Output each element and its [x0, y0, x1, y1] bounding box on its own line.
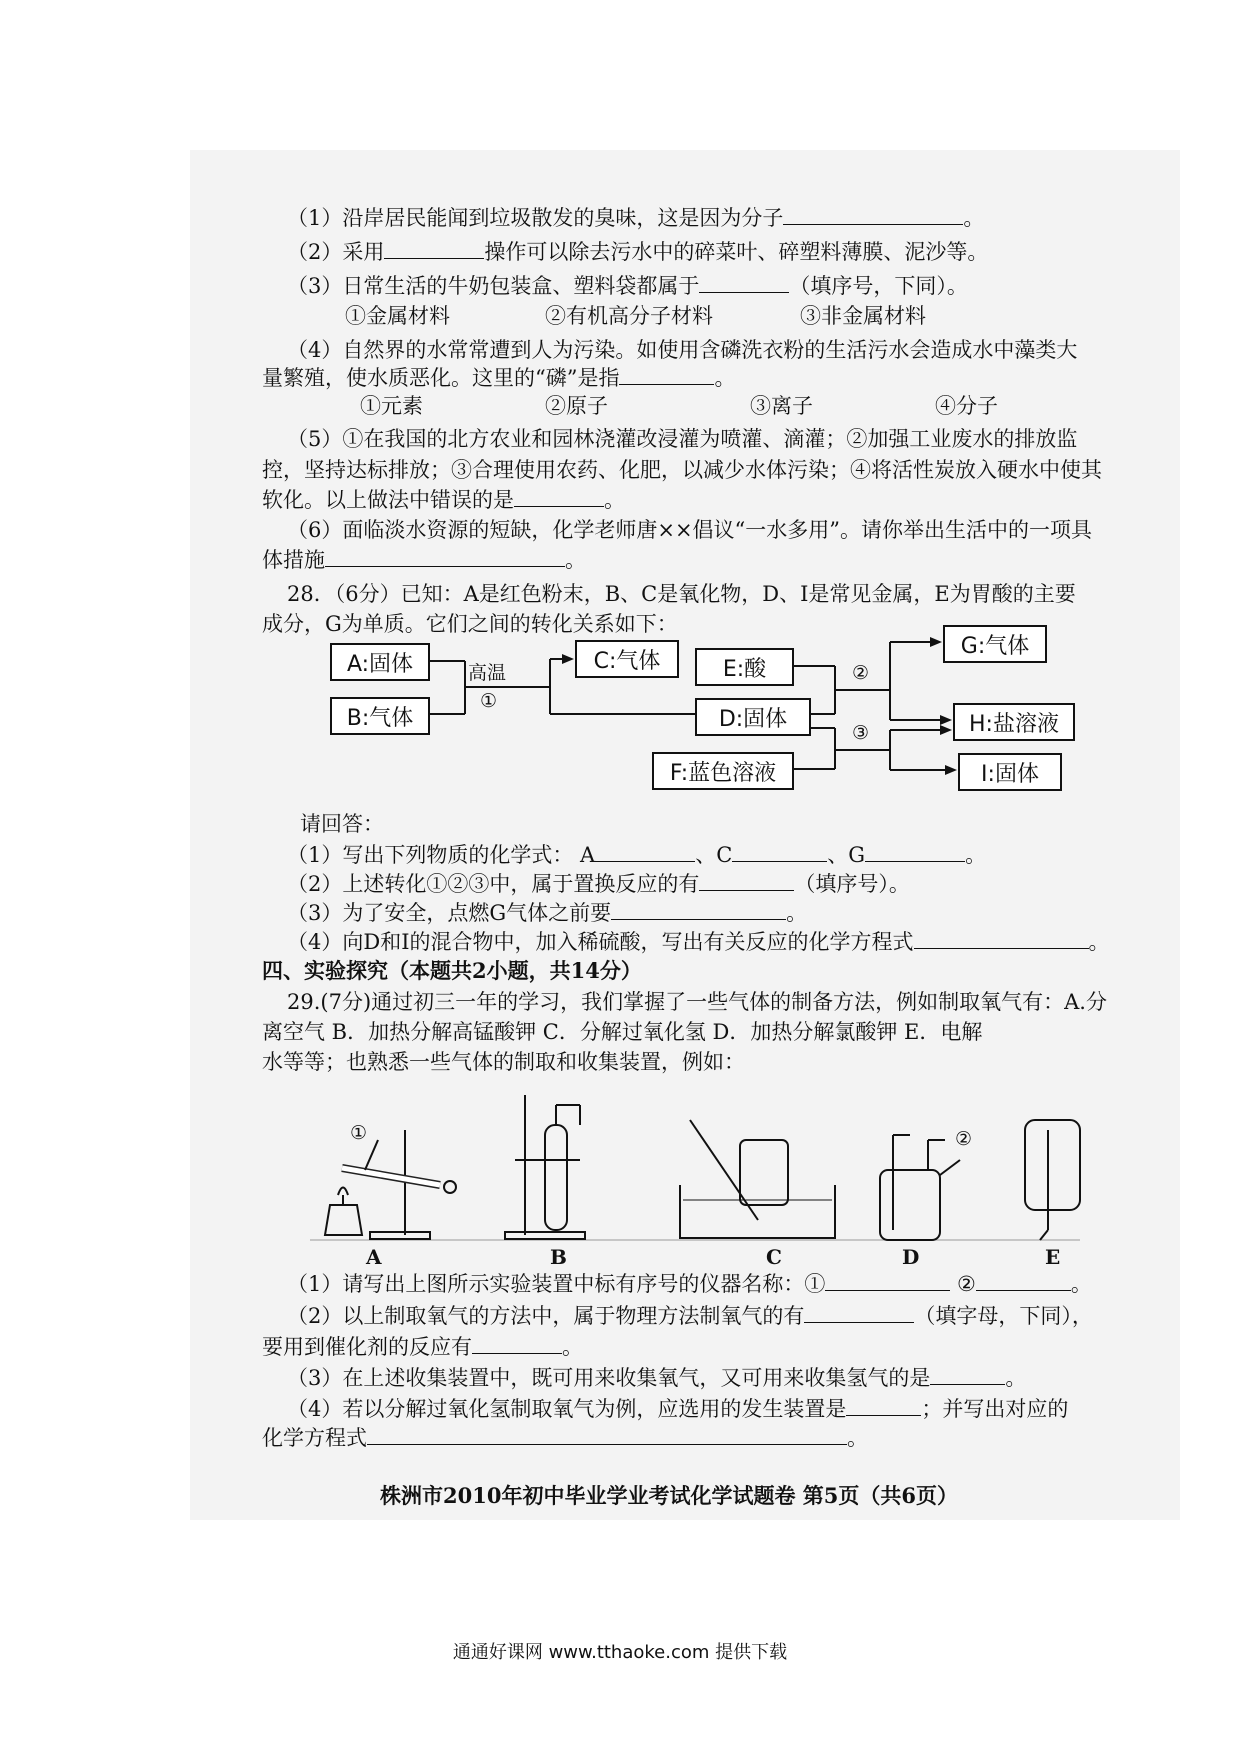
section-4-title: 四、实验探究（本题共2小题，共14分） [262, 958, 642, 983]
apparatus-label-c: C [766, 1245, 782, 1269]
q28-ask: 请回答： [300, 812, 384, 836]
q27-line6: （6）面临淡水资源的短缺，化学老师唐××倡议“一水多用”。请你举出生活中的一项具 [287, 518, 1093, 542]
apparatus-mark-1: ① [350, 1122, 368, 1144]
node-e: E:酸 [695, 648, 794, 686]
q29-answer2: （2）以上制取氧气的方法中，属于物理方法制氧气的有 （填字母，下同）， [287, 1304, 1093, 1328]
condition-3: ③ [852, 722, 870, 744]
q28-answer4: （4）向D和I的混合物中，加入稀硫酸，写出有关反应的化学方程式 。 [287, 930, 1110, 954]
q27-line3: （3）日常生活的牛奶包装盒、塑料袋都属于 （填序号，下同）。 [287, 274, 968, 298]
node-i: I:固体 [958, 753, 1062, 791]
node-g: G:气体 [943, 625, 1047, 663]
node-f: F:蓝色溶液 [652, 752, 794, 790]
node-h: H:盐溶液 [953, 703, 1075, 741]
node-a: A:固体 [330, 643, 430, 681]
q27-option1: ①金属材料 [345, 304, 450, 328]
q29-answer4: （4）若以分解过氧化氢制取氧气为例，应选用的发生装置是 ；并写出对应的 [287, 1397, 1069, 1421]
q27-line5: （5）①在我国的北方农业和园林浇灌改浸灌为喷灌、滴灌；②加强工业废水的排放监 [287, 427, 1078, 451]
node-d: D:固体 [695, 698, 811, 736]
apparatus-label-a: A [366, 1245, 382, 1269]
q27-line4b: 量繁殖，使水质恶化。这里的“磷”是指 。 [262, 366, 736, 390]
condition-1: ① [480, 690, 498, 712]
q27-choice1: ①元素 [360, 394, 423, 418]
q29-answer4b: 化学方程式 。 [262, 1426, 868, 1450]
q27-choice4: ④分子 [935, 394, 998, 418]
q29-line3: 水等等；也熟悉一些气体的制取和收集装置，例如： [262, 1050, 745, 1074]
q29-answer3: （3）在上述收集装置中，既可用来收集氧气，又可用来收集氢气的是 。 [287, 1366, 1027, 1390]
q28-answer1: （1）写出下列物质的化学式： A 、C 、G 。 [287, 843, 987, 867]
q27-line2: （2）采用 操作可以除去污水中的碎菜叶、碎塑料薄膜、泥沙等。 [287, 240, 989, 264]
q29-answer1: （1）请写出上图所示实验装置中标有序号的仪器名称：① ② 。 [287, 1272, 1092, 1296]
node-b: B:气体 [330, 697, 430, 735]
q28-line1: 28．（6分）已知：A是红色粉末，B、C是氧化物，D、I是常见金属，E为胃酸的主要 [287, 582, 1076, 606]
apparatus-label-d: D [902, 1245, 920, 1269]
apparatus [310, 1095, 1080, 1240]
q28-line2: 成分，G为单质。它们之间的转化关系如下： [262, 612, 678, 636]
q29-line2: 离空气 B．加热分解高锰酸钾 C．分解过氧化氢 D．加热分解氯酸钾 E．电解 [262, 1020, 983, 1044]
node-c: C:气体 [575, 640, 679, 678]
q27-line5c: 软化。以上做法中错误的是 。 [262, 488, 625, 512]
page-footer: 株洲市2010年初中毕业学业考试化学试题卷 第5页（共6页） [380, 1483, 958, 1508]
apparatus-label-e: E [1045, 1245, 1061, 1269]
condition-2: ② [852, 662, 870, 684]
q27-line6b: 体措施 。 [262, 548, 586, 572]
q29-answer2b: 要用到催化剂的反应有 。 [262, 1335, 583, 1359]
q27-option3: ③非金属材料 [800, 304, 926, 328]
download-credit: 通通好课网 www.tthaoke.com 提供下载 [452, 1642, 788, 1663]
condition-high-temp: 高温 [468, 662, 507, 684]
q27-line4: （4）自然界的水常常遭到人为污染。如使用含磷洗衣粉的生活污水会造成水中藻类大 [287, 338, 1078, 362]
q27-line5b: 控，坚持达标排放；③合理使用农药、化肥，以减少水体污染；④将活性炭放入硬水中使其 [262, 458, 1102, 482]
q28-answer3: （3）为了安全，点燃G气体之前要 。 [287, 901, 808, 925]
apparatus-mark-2: ② [955, 1128, 973, 1150]
q27-line1: （1）沿岸居民能闻到垃圾散发的臭味，这是因为分子 。 [287, 206, 985, 230]
q27-option2: ②有机高分子材料 [545, 304, 713, 328]
q27-choice2: ②原子 [545, 394, 608, 418]
apparatus-label-b: B [550, 1245, 567, 1269]
q29-line1: 29.(7分)通过初三一年的学习，我们掌握了一些气体的制备方法，例如制取氧气有：A.分 [287, 990, 1107, 1014]
q27-choice3: ③离子 [750, 394, 813, 418]
q28-answer2: （2）上述转化①②③中，属于置换反应的有 （填序号）。 [287, 872, 910, 896]
